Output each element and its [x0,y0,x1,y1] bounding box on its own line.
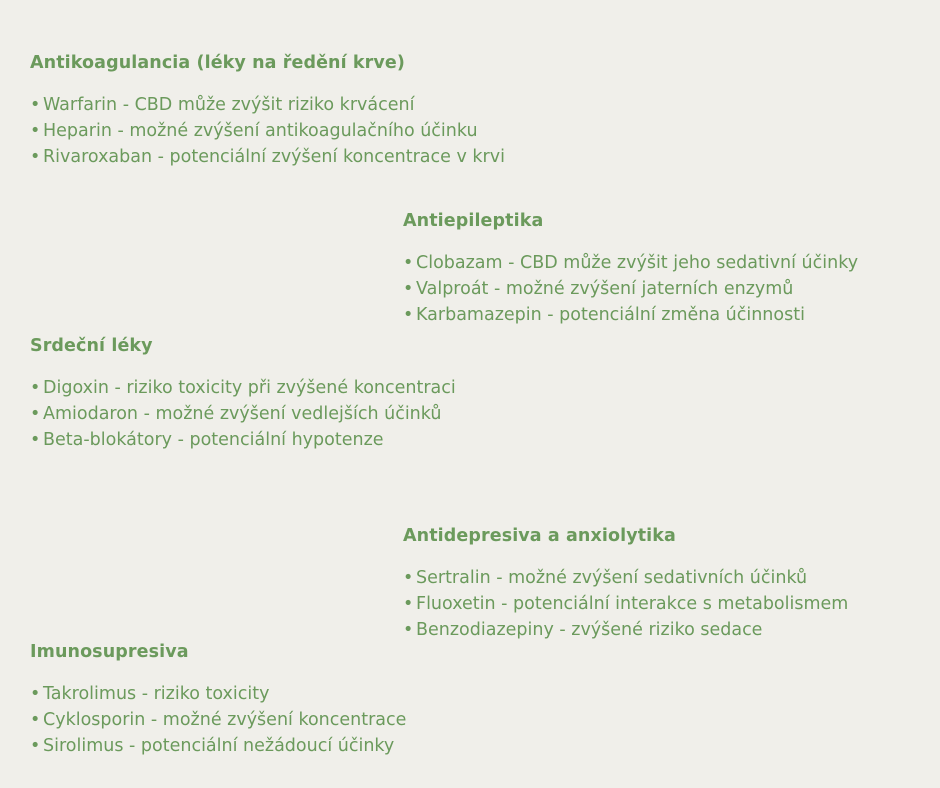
list-item: • Karbamazepin - potenciální změna účinnosti [403,302,858,328]
drug-list [30,375,456,453]
list-item: • Takrolimus - riziko toxicity [30,681,406,707]
drug-list [30,681,406,759]
section-antidepressants [403,525,848,643]
section-title: Antiepileptika [403,211,544,231]
section-immunosuppressants [30,641,406,759]
drug-list [403,565,848,643]
list-item: • Rivaroxaban - potenciální zvýšení koncentrace v krvi [30,144,505,170]
section-anticoagulants [30,52,505,170]
drug-list [403,250,858,328]
list-item: • Beta-blokátory - potenciální hypotenze [30,427,456,453]
section-cardiac-drugs [30,335,456,453]
drug-list [30,92,505,170]
list-item: • Heparin - možné zvýšení antikoagulačního účinku [30,118,505,144]
section-title: Antidepresiva a anxiolytika [403,526,676,546]
list-item: • Fluoxetin - potenciální interakce s metabolismem [403,591,848,617]
list-item: • Sertralin - možné zvýšení sedativních účinků [403,565,848,591]
list-item: • Cyklosporin - možné zvýšení koncentrace [30,707,406,733]
list-item: • Digoxin - riziko toxicity při zvýšené koncentraci [30,375,456,401]
list-item: • Warfarin - CBD může zvýšit riziko krvácení [30,92,505,118]
section-title: Antikoagulancia (léky na ředění krve) [30,53,405,73]
list-item: • Valproát - možné zvýšení jaterních enzymů [403,276,858,302]
section-title: Imunosupresiva [30,642,189,662]
section-title: Srdeční léky [30,336,153,356]
list-item: • Amiodaron - možné zvýšení vedlejších účinků [30,401,456,427]
section-antiepileptics [403,210,858,328]
list-item: • Benzodiazepiny - zvýšené riziko sedace [403,617,848,643]
list-item: • Clobazam - CBD může zvýšit jeho sedativní účinky [403,250,858,276]
list-item: • Sirolimus - potenciální nežádoucí účinky [30,733,406,759]
